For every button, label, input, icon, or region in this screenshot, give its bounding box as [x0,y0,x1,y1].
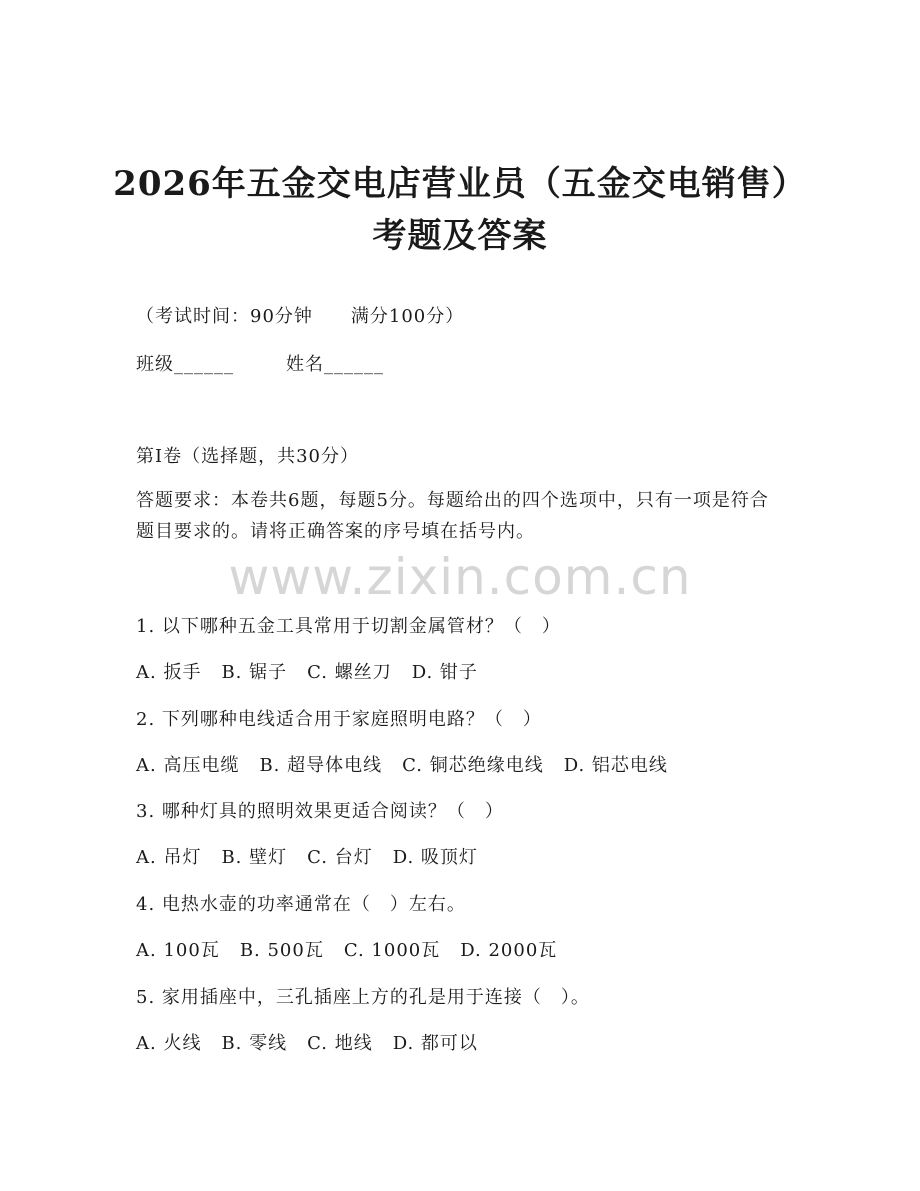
option-c: C. 地线 [307,1033,373,1054]
exam-info [136,302,464,328]
question-stem: 2. 下列哪种电线适合用于家庭照明电路？（ ） [136,709,542,730]
option-b: B. 500瓦 [239,940,324,961]
student-fields [136,350,384,376]
name-field: 姓名______ [286,354,384,375]
class-field: 班级______ [136,354,234,375]
option-a: A. 高压电缆 [136,755,240,776]
exam-time: （考试时间：90分钟 [136,306,313,327]
option-b: B. 零线 [221,1033,288,1054]
watermark: www.zixin.com.cn [228,548,692,606]
question-stem: 4. 电热水壶的功率通常在（ ）左右。 [136,894,466,915]
section-heading: 第I卷（选择题，共30分） [136,446,360,467]
question-stem: 3. 哪种灯具的照明效果更适合阅读？（ ） [136,801,504,822]
section-instructions: 答题要求：本卷共6题，每题5分。每题给出的四个选项中，只有一项是符合题目要求的。请将正确答案的序号填在括号内。 [136,490,769,542]
question-options [136,936,577,962]
option-a: A. 吊灯 [136,847,202,868]
option-b: B. 壁灯 [221,847,288,868]
option-d: D. 吸顶灯 [392,847,478,868]
option-c: C. 铜芯绝缘电线 [402,755,544,776]
question-stem: 1. 以下哪种五金工具常用于切割金属管材？（ ） [136,616,561,637]
exam-score: 满分100分） [350,306,465,327]
option-a: A. 火线 [136,1033,202,1054]
question-stem: 5. 家用插座中，三孔插座上方的孔是用于连接（ ）。 [136,987,590,1008]
question-options [136,751,688,777]
option-d: D. 2000瓦 [460,940,558,961]
question-options [136,1029,498,1055]
option-d: D. 钳子 [411,662,478,683]
option-c: C. 螺丝刀 [307,662,392,683]
option-c: C. 1000瓦 [343,940,441,961]
option-c: C. 台灯 [307,847,373,868]
option-a: A. 100瓦 [136,940,220,961]
option-d: D. 铝芯电线 [563,755,668,776]
option-d: D. 都可以 [392,1033,478,1054]
option-b: B. 超导体电线 [259,755,383,776]
question-options [136,843,498,869]
document-title-line-2: 考题及答案 [372,216,548,256]
option-a: A. 扳手 [136,662,202,683]
question-options [136,658,498,684]
document-title-line-1: 2026年五金交电店营业员（五金交电销售） [113,164,807,204]
option-b: B. 锯子 [221,662,288,683]
